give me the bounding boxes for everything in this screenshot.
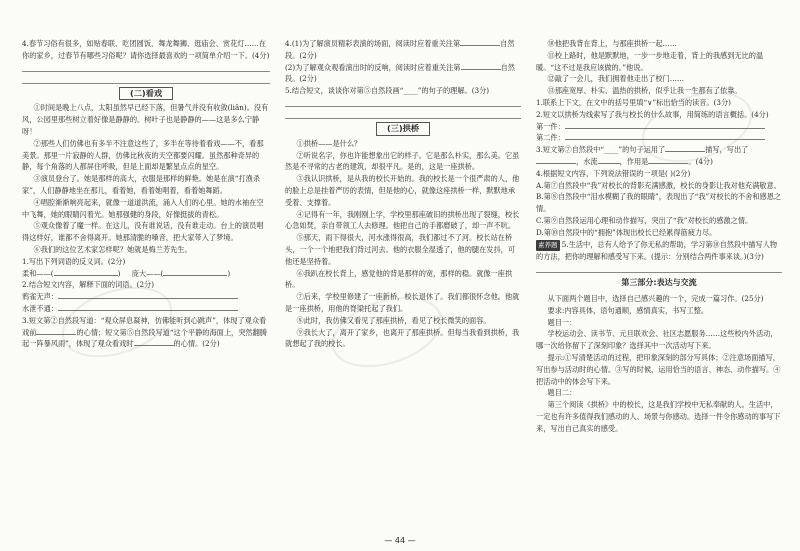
blank[interactable] [36, 327, 76, 335]
column-middle [285, 38, 521, 350]
definition-row: 水泄不通： [22, 303, 270, 315]
passage-paragraph: ⑥我趴在校长背上，感觉他的背是那样的宽，那样的稳。就像一座拱桥。 [285, 268, 513, 290]
requirements: 要求:内容具体，语句通顺，感情真实，书写工整。 [547, 305, 709, 315]
blank[interactable] [58, 303, 238, 311]
blank[interactable] [163, 268, 227, 276]
passage-paragraph: ①时间是晚上八点，太阳虽然早已经下落，但暑气并没有收敛(liǎn)。没有风，公园里那些树立着好像是静静的。树叶子也是静静的——这是多么宁静呀！ [22, 103, 269, 136]
answer-line[interactable] [22, 75, 270, 84]
question-4-part2: (2)为了解观众观看演出时的反响，阅读时应着重关注第 自然段。(2分) [285, 62, 515, 84]
antonym-row: 柔和——( ) 庞大——( ) [22, 268, 231, 278]
passage-paragraph: ④唱腔渐渐响亮起来，就像一道道洪流，涌入人们的心里。她的水袖在空中飞舞，她的眼睛闪着光。她那强健的身段，好像挺拔的青松。 [22, 197, 264, 219]
blank[interactable] [598, 156, 620, 164]
answer-row: 第一件： [536, 121, 782, 133]
passage-paragraph: ⑦后来，学校里修建了一座新桥，校长退休了。我们都很怀念他。他就是一座拱桥，用他的脊梁托起了我们。 [285, 292, 520, 313]
passage-paragraph: ⑩他把我背在背上，与那座拱桥一起…… [547, 39, 677, 48]
topic-1-tips: 提示:①写清楚活动的过程，把印象深刻的部分写具体；②注意场面描写，写出参与活动时的心情。③写的时候，运用恰当的语言、神态、动作描写。④把活动中的体会写下来。 [536, 352, 781, 386]
question-4: 4.(1)为了解演员精彩表演的场面，阅读时应着重关注第 自然段。(2分) [285, 39, 515, 60]
question-3: 3.短文第②自然段写道：“观众屏息凝神，仿佛能听到心跳声”，体现了观众看戏前 的心情；短文第⑤自然段写道“这个平静的海面上，突然翻腾起一阵暴风雨”，体现了观众看戏时 的心情。(2分) [22, 315, 267, 349]
option-c[interactable]: C.第⑨自然段运用心理和动作描写，突出了“我”对校长的感激之情。 [536, 215, 753, 225]
question-3: 3.短文第⑦自然段中“____”的句子运用了 描写，写出了，水流 ，作用是 。(4分) [536, 145, 749, 166]
blank[interactable] [460, 38, 500, 46]
option-d[interactable]: D.第⑩自然段中的“拥抱”体现出校长已经累得筋疲力尽。 [536, 227, 717, 237]
blank[interactable] [565, 121, 765, 129]
passage-paragraph: ⑥我们的这位艺术家怎样呢？她就是梅兰芳先生。 [33, 244, 192, 254]
blank[interactable] [665, 144, 705, 152]
topic-2-body: 第三个阅读《拱桥》中的校长，这是我们学校中无私奉献的人。生活中，一定也有许多值得我们感动的人、场景与你感动。选择一件令你感动的事写下来，写出自己真实的感受。 [536, 400, 781, 433]
passage-paragraph: ③演员登台了。她是那样的高大，衣服是那样的鲜艳。她是在演“打渔杀家”，人们静静地坐在那儿，看着她，看着她唱着，看着她舞蹈。 [22, 174, 261, 195]
column-right [536, 38, 782, 435]
question-2: 2.短文以拱桥为线索写了我与校长的什么故事，用简练的语言概括。(4分) [536, 109, 769, 119]
passage-paragraph: ⑤观众像着了魔一样。在这儿，没有谁说话，没有谁走动。台上的演员唱得这样好，谁都不舍得离开。她那清脆的嗓音，把大家带入了梦境。 [22, 221, 264, 243]
passage-paragraph: ⑫敲了一会儿，我们拥着他走出了校门…… [547, 74, 685, 84]
column-left [22, 38, 270, 350]
definition-row: 鸦雀无声： [22, 291, 270, 303]
topic-1-body: 学校运动会、读书节、元旦联欢会、社区志愿服务……这些校内外活动，哪一次给你留下了深刻印象？选择其中一次活动写下来。 [536, 329, 778, 351]
section-title: (三)拱桥 [285, 122, 521, 136]
answer-line[interactable] [285, 98, 521, 107]
question-2: 2.结合短文内容，解释下面的词语。(2分) [22, 280, 155, 290]
topic-2-title: 题目二： [547, 388, 577, 398]
page-number: — 44 — [384, 536, 416, 545]
blank[interactable] [536, 156, 576, 164]
answer-line[interactable] [285, 110, 521, 119]
passage-paragraph: ⑤那天，雨下得很大，河水涨得很高，我们都过不了河。校长站在桥头，一个一个地把我们背过河去。他的衣服全湿透了，他的腿在发抖，可他还是坚持着。 [285, 233, 516, 266]
literacy-tag: 素养题 [536, 240, 560, 252]
blank[interactable] [648, 156, 688, 164]
question-5: 5.结合短文，谈谈你对第⑤自然段画“____”的句子的理解。(3分) [285, 86, 490, 96]
blank[interactable] [54, 268, 118, 276]
blank[interactable] [58, 291, 238, 299]
passage-paragraph: ⑪校上路时，他是默默地，一步一步地走着，背上的我感到无比的温暖。“这不过是我应该做的。”他说。 [536, 50, 764, 72]
answer-line[interactable] [22, 63, 270, 72]
option-a[interactable]: A.第⑦自然段中“我”对校长的背影充满感激，校长的身影让我对他充满敬意。 [536, 180, 781, 190]
passage-paragraph: ⑬那座宽厚、朴实、温热的拱桥，似乎让我一生都有了依靠。 [547, 86, 742, 96]
passage-paragraph: ②听说名字，你也许能想象出它的样子。它是那么朴实，那么美。它虽然是不寻常的古老的建筑，却很平凡。是的，这是一座拱桥。 [285, 150, 520, 172]
section-title: (二)看戏 [22, 87, 270, 101]
blank[interactable] [461, 62, 501, 70]
passage-paragraph: ⑧此时，我仿佛又看见了那座拱桥，看见了校长微笑的面容。 [296, 315, 491, 325]
question-4: 4.春节习俗有很多，如贴春联、吃团圆饭、舞龙舞狮、逛庙会、赏花灯……在你的家乡，过春节有哪些习俗呢？请你选择最喜欢的一项简单介绍一下。(4分) [22, 39, 270, 60]
passage-paragraph: ④记得有一年，我刚刚上学，学校里那座破旧的拱桥出现了裂缝，校长心急如焚，亲自带领工人去修理。他把自己的手都磨破了，却一声不吭。 [285, 209, 520, 231]
answer-row: 第二件： [536, 132, 782, 144]
question-5: 素养题 5.生活中，总有人给予了你无私的帮助，学习第⑩自然段中描写人物的方法，把你的理解和感受写下来。(提示：分别结合两件事来谈。)(3分) [536, 239, 778, 262]
option-b[interactable]: B.第⑧自然段中“泪水模糊了我的眼睛”，表现出了“我”对校长的不舍和感恩之情。 [536, 192, 782, 214]
blank[interactable] [565, 132, 765, 140]
blank[interactable] [134, 338, 174, 346]
passage-paragraph: ⑨我长大了，离开了家乡，也离开了那座拱桥。但每当我看到拱桥，我就想起了我的校长。 [285, 327, 520, 349]
part-title: 第三部分:表达与交流 [621, 278, 697, 288]
passage-paragraph: ②那些人们仿佛也有多半不注意这些了，多半在等待着看戏——不，看那美景。那里一片寂静的人群，仿佛比秋夜的天空都要闪耀。虽然那种奇异的静，每个角落的人都屏住呼吸，但是上面却是繁星点点的星空。 [22, 138, 264, 172]
part-intro: 从下面两个题目中，选择自己感兴趣的一个，完成一篇习作。(25分) [547, 293, 764, 303]
question-1: 1.写出下列词语的反义词。(2分) [22, 256, 126, 266]
passage-paragraph: ①拱桥——是什么？ [296, 138, 362, 148]
passage-paragraph: ③我认识拱桥，是从我的校长开始的。我的校长是一个很严肃的人，他的脸上总是挂着严厉的表情，但是他的心，就像这座拱桥一样，默默地承受着、支撑着。 [285, 174, 520, 207]
topic-1-title: 题目一： [547, 317, 577, 327]
question-4: 4.根据短文内容，下列说法错误的一项是( )(2分) [536, 168, 691, 178]
answer-line[interactable] [536, 264, 782, 273]
question-1: 1.联系上下文，在文中的括号里填“∨”标出恰当的读音。(3分) [536, 97, 731, 107]
